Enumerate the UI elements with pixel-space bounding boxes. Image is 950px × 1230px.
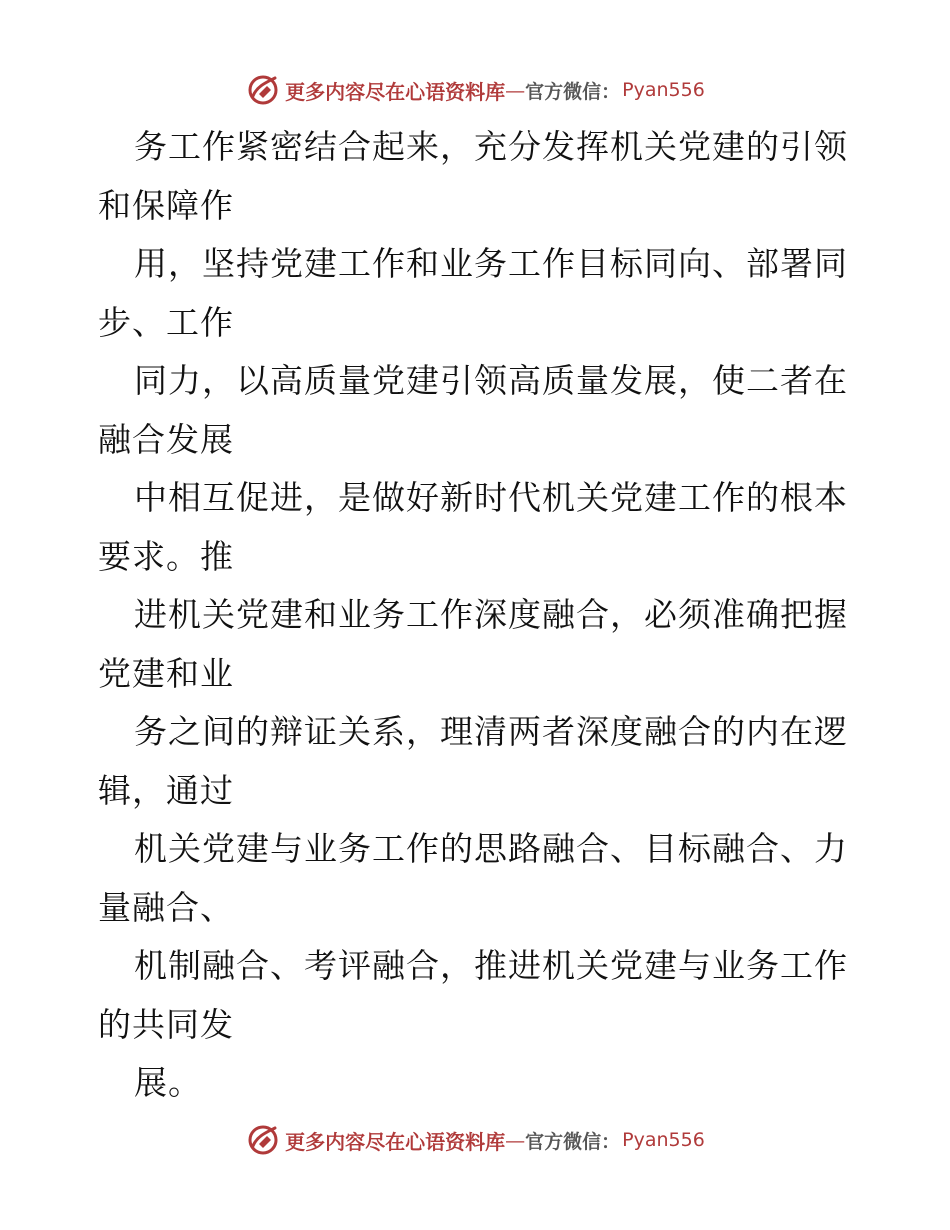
body-line: 和保障作 [98, 185, 234, 225]
header-contact-id: Pyan556 [622, 79, 705, 101]
red-pen-logo-icon [245, 72, 281, 108]
header-dash: — [505, 78, 526, 102]
body-line: 务之间的辩证关系，理清两者深度融合的内在逻 [134, 712, 848, 751]
footer-contact-label: 官方微信： [525, 1130, 621, 1153]
body-line: 务工作紧密结合起来，充分发挥机关党建的引领 [134, 127, 848, 166]
body-line: 步、工作 [98, 302, 234, 342]
footer-dash: — [505, 1128, 526, 1152]
red-pen-logo-icon [245, 1122, 281, 1158]
body-line: 要求。推 [98, 536, 234, 576]
body-line: 党建和业 [98, 653, 234, 693]
header-contact-label: 官方微信： [525, 80, 621, 103]
body-line: 辑，通过 [98, 770, 234, 810]
footer-brand-text: 更多内容尽在心语资料库 [285, 1129, 506, 1154]
header-banner [0, 70, 950, 110]
body-line: 机制融合、考评融合，推进机关党建与业务工作 [134, 946, 848, 985]
body-text [98, 118, 858, 1113]
footer-contact-id: Pyan556 [622, 1129, 705, 1151]
body-line: 机关党建与业务工作的思路融合、目标融合、力 [134, 829, 848, 868]
body-line: 用，坚持党建工作和业务工作目标同向、部署同 [134, 244, 848, 283]
body-line: 量融合、 [98, 887, 234, 927]
body-line: 展。 [134, 1063, 202, 1102]
body-line: 中相互促进，是做好新时代机关党建工作的根本 [134, 478, 848, 517]
body-line: 融合发展 [98, 419, 234, 459]
body-line: 同力，以高质量党建引领高质量发展，使二者在 [134, 361, 848, 400]
footer-banner [0, 1120, 950, 1160]
body-line: 进机关党建和业务工作深度融合，必须准确把握 [134, 595, 848, 634]
header-brand-text: 更多内容尽在心语资料库 [285, 79, 506, 104]
body-line: 的共同发 [98, 1004, 234, 1044]
